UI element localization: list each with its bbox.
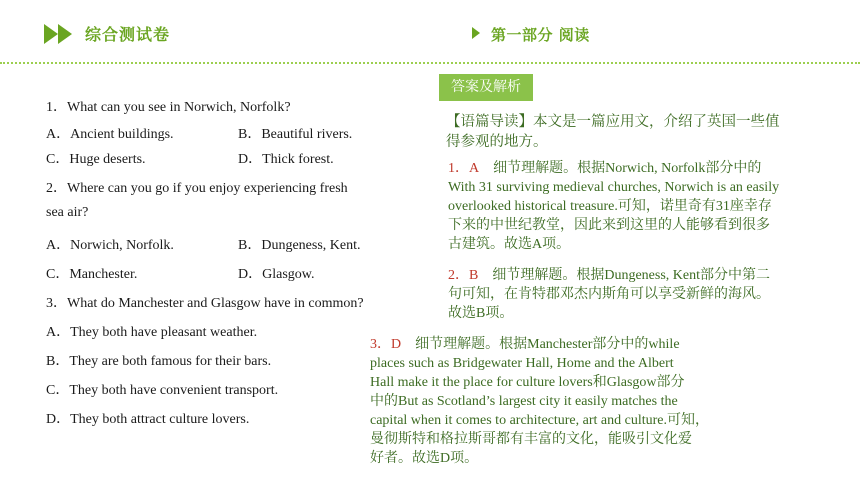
answer-2-explanation bbox=[448, 266, 770, 323]
question-2-stem-line1: 2．Where can you go if you enjoy experiencing fresh bbox=[46, 181, 348, 196]
answer-3-line2: places such as Bridgewater Hall, Home and the Albert bbox=[370, 356, 674, 371]
answer-3-line7: 好者。故选D项。 bbox=[370, 451, 479, 466]
answer-3-explanation bbox=[370, 335, 709, 468]
answer-3-line5: capital when it comes to architecture, art and culture.可知， bbox=[370, 413, 709, 428]
answer-1-line2: With 31 surviving medieval churches, Norwich is an easily bbox=[448, 180, 780, 195]
question-1-option-d: D．Thick forest. bbox=[238, 152, 334, 167]
question-3-option-a: A．They both have pleasant weather. bbox=[46, 325, 258, 340]
question-2-option-b: B．Dungeness, Kent. bbox=[238, 238, 361, 253]
answer-3-line6: 曼彻斯特和格拉斯哥都有丰富的文化，能吸引文化爱 bbox=[370, 432, 692, 447]
answer-3-line1: 细节理解题。根据Manchester部分中的while bbox=[415, 337, 680, 352]
part-title: 第一部分 阅读 bbox=[491, 26, 590, 44]
answer-3-line3: Hall make it the place for culture lovers和Glasgow部分 bbox=[370, 375, 685, 390]
question-3-option-d: D．They both attract culture lovers. bbox=[46, 412, 250, 427]
answer-2-key: 2．B bbox=[448, 268, 479, 283]
question-2-option-d: D．Glasgow. bbox=[238, 267, 315, 282]
answer-2-line1: 细节理解题。根据Dungeness, Kent部分中第二 bbox=[492, 268, 770, 283]
question-2-option-a: A．Norwich, Norfolk. bbox=[46, 238, 174, 253]
question-3-stem: 3．What do Manchester and Glasgow have in common? bbox=[46, 296, 364, 311]
question-3-option-b: B．They are both famous for their bars. bbox=[46, 354, 272, 369]
question-3-option-c: C．They both have convenient transport. bbox=[46, 383, 279, 398]
answer-2-line2: 句可知，在肯特郡邓杰内斯角可以享受新鲜的海风。 bbox=[448, 287, 770, 302]
passage-intro-line2: 得参观的地方。 bbox=[446, 134, 548, 150]
answer-1-explanation bbox=[448, 159, 779, 254]
passage-intro bbox=[446, 112, 780, 152]
question-2-stem-line2: sea air? bbox=[46, 205, 89, 220]
passage-intro-line1: 【语篇导读】本文是一篇应用文，介绍了英国一些值 bbox=[446, 114, 780, 130]
answer-analysis-tag: 答案及解析 bbox=[439, 74, 533, 101]
header-divider bbox=[0, 62, 860, 64]
question-1-stem: 1．What can you see in Norwich, Norfolk? bbox=[46, 100, 291, 115]
triangle-arrow-icon bbox=[472, 27, 480, 39]
question-1-option-b: B．Beautiful rivers. bbox=[238, 127, 353, 142]
section-title: 综合测试卷 bbox=[85, 25, 171, 44]
answer-1-key: 1．A bbox=[448, 161, 480, 176]
question-1-option-c: C．Huge deserts. bbox=[46, 152, 146, 167]
double-arrow-icon bbox=[44, 24, 76, 44]
answer-1-line5: 古建筑。故选A项。 bbox=[448, 237, 571, 252]
question-1-option-a: A．Ancient buildings. bbox=[46, 127, 174, 142]
answer-1-line4: 下来的中世纪教堂，因此来到这里的人能够看到很多 bbox=[448, 218, 770, 233]
answer-3-line4: 中的But as Scotland’s largest city it easily matches the bbox=[370, 394, 678, 409]
slide-header bbox=[0, 0, 860, 62]
answer-3-key: 3．D bbox=[370, 337, 402, 352]
answer-2-line3: 故选B项。 bbox=[448, 306, 514, 321]
answer-1-line1: 细节理解题。根据Norwich, Norfolk部分中的 bbox=[493, 161, 762, 176]
answer-1-line3: overlooked historical treasure.可知，诺里奇有31座幸存 bbox=[448, 199, 772, 214]
question-2-option-c: C．Manchester. bbox=[46, 267, 138, 282]
